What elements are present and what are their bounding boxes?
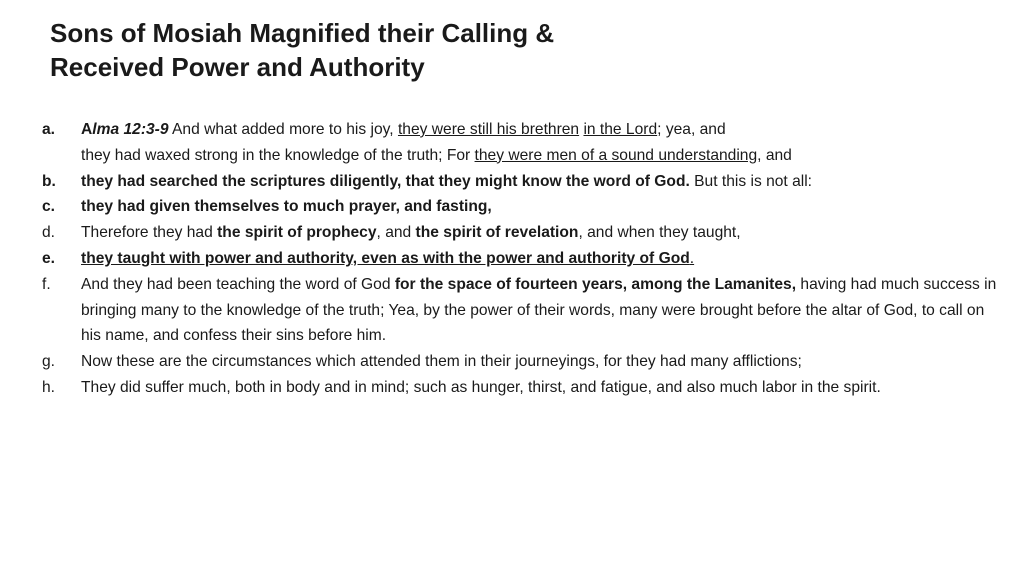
list-item-b xyxy=(42,169,997,195)
underlined-phrase: in the Lord xyxy=(583,121,658,138)
item-text: , and when they taught, xyxy=(578,224,741,242)
title-line-1: Sons of Mosiah Magnified their Calling & xyxy=(50,18,555,48)
list-item-g xyxy=(42,349,997,375)
bold-underlined-phrase: they taught with power and authority, even as with the power and authority of God xyxy=(81,249,690,267)
item-marker: f. xyxy=(42,275,51,293)
underlined-phrase: they were men of a sound understanding xyxy=(474,146,758,164)
list-item-d xyxy=(42,220,997,246)
bold-phrase: they had given themselves to much prayer, and fasting, xyxy=(81,198,492,216)
slide-title xyxy=(50,16,950,84)
list-item-a xyxy=(42,117,997,169)
bold-phrase: the spirit of prophecy xyxy=(217,224,377,242)
item-text: ; yea, and xyxy=(657,121,726,138)
item-text: they had waxed strong in the knowledge of the truth; For xyxy=(81,146,475,164)
title-line-2: Received Power and Authority xyxy=(50,52,425,82)
item-text: , and xyxy=(757,146,792,164)
item-text: . xyxy=(689,249,695,267)
item-marker: e. xyxy=(42,249,56,267)
item-text: having had much success in bringing many to the knowledge of the truth; Yea, by the power of their words, many were brought before the altar of God, to call on his name, and confess their sins before him. xyxy=(81,275,997,345)
bold-phrase: for the space of fourteen years, among the Lamanites, xyxy=(394,275,797,293)
item-text: They did suffer much, both in body and in mind; such as hunger, thirst, and fatigue, and also much labor in the spirit. xyxy=(81,378,881,396)
list-item-c xyxy=(42,194,997,220)
list-item-f xyxy=(42,272,997,349)
item-text: And they had been teaching the word of God xyxy=(81,275,395,293)
item-marker: d. xyxy=(42,224,56,242)
item-marker: h. xyxy=(42,378,56,396)
bold-phrase: they had searched the scriptures diligently, that they might know the word of God. xyxy=(81,172,690,190)
item-marker: c. xyxy=(42,198,56,216)
item-text: But this is not all: xyxy=(689,172,813,190)
item-text: , and xyxy=(376,224,416,242)
item-text: Therefore they had xyxy=(81,224,218,242)
item-marker: g. xyxy=(42,353,56,371)
item-text: And what added more to his joy, xyxy=(168,121,398,138)
scripture-reference-initial: A xyxy=(81,121,93,138)
item-marker: a. xyxy=(42,121,56,138)
scripture-list xyxy=(42,117,997,401)
scripture-reference: lma 12:3-9 xyxy=(92,121,169,138)
item-marker: b. xyxy=(42,172,56,190)
list-item-h xyxy=(42,375,997,401)
bold-phrase: the spirit of revelation xyxy=(415,224,579,242)
underlined-phrase: they were still his brethren xyxy=(397,121,580,138)
list-item-e xyxy=(42,246,997,272)
item-text: Now these are the circumstances which attended them in their journeyings, for they had many afflictions; xyxy=(81,353,802,371)
